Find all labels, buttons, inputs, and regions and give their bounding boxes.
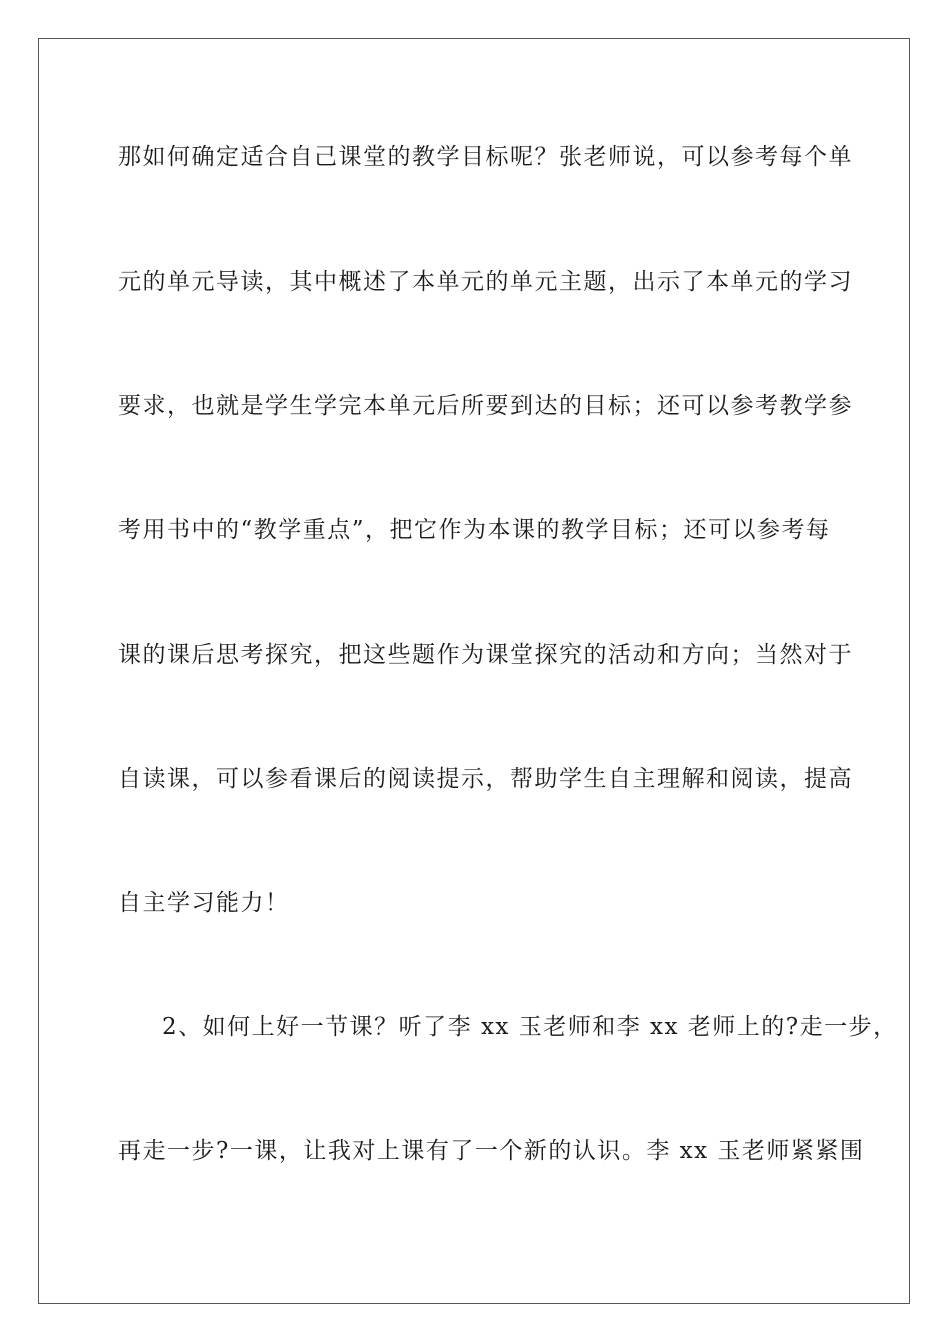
text-line-7: 自主学习能力！: [118, 890, 290, 916]
text-line-1: 那如何确定适合自己课堂的教学目标呢？张老师说，可以参考每个单: [118, 144, 853, 170]
text-line-9: 再走一步?一课，让我对上课有了一个新的认识。李 xx 玉老师紧紧围: [118, 1138, 865, 1164]
text-line-5: 课的课后思考探究，把这些题作为课堂探究的活动和方向；当然对于: [118, 642, 853, 668]
text-line-4: 考用书中的“教学重点”，把它作为本课的教学目标；还可以参考每: [118, 517, 831, 543]
text-line-6: 自读课，可以参看课后的阅读提示，帮助学生自主理解和阅读，提高: [118, 766, 853, 792]
page-border: [38, 38, 910, 1304]
text-line-2: 元的单元导读，其中概述了本单元的单元主题，出示了本单元的学习: [118, 269, 853, 295]
text-line-3: 要求，也就是学生学完本单元后所要到达的目标；还可以参考教学参: [118, 393, 853, 419]
text-line-8: 2、如何上好一节课？听了李 xx 玉老师和李 xx 老师上的?走一步，: [162, 1014, 898, 1040]
